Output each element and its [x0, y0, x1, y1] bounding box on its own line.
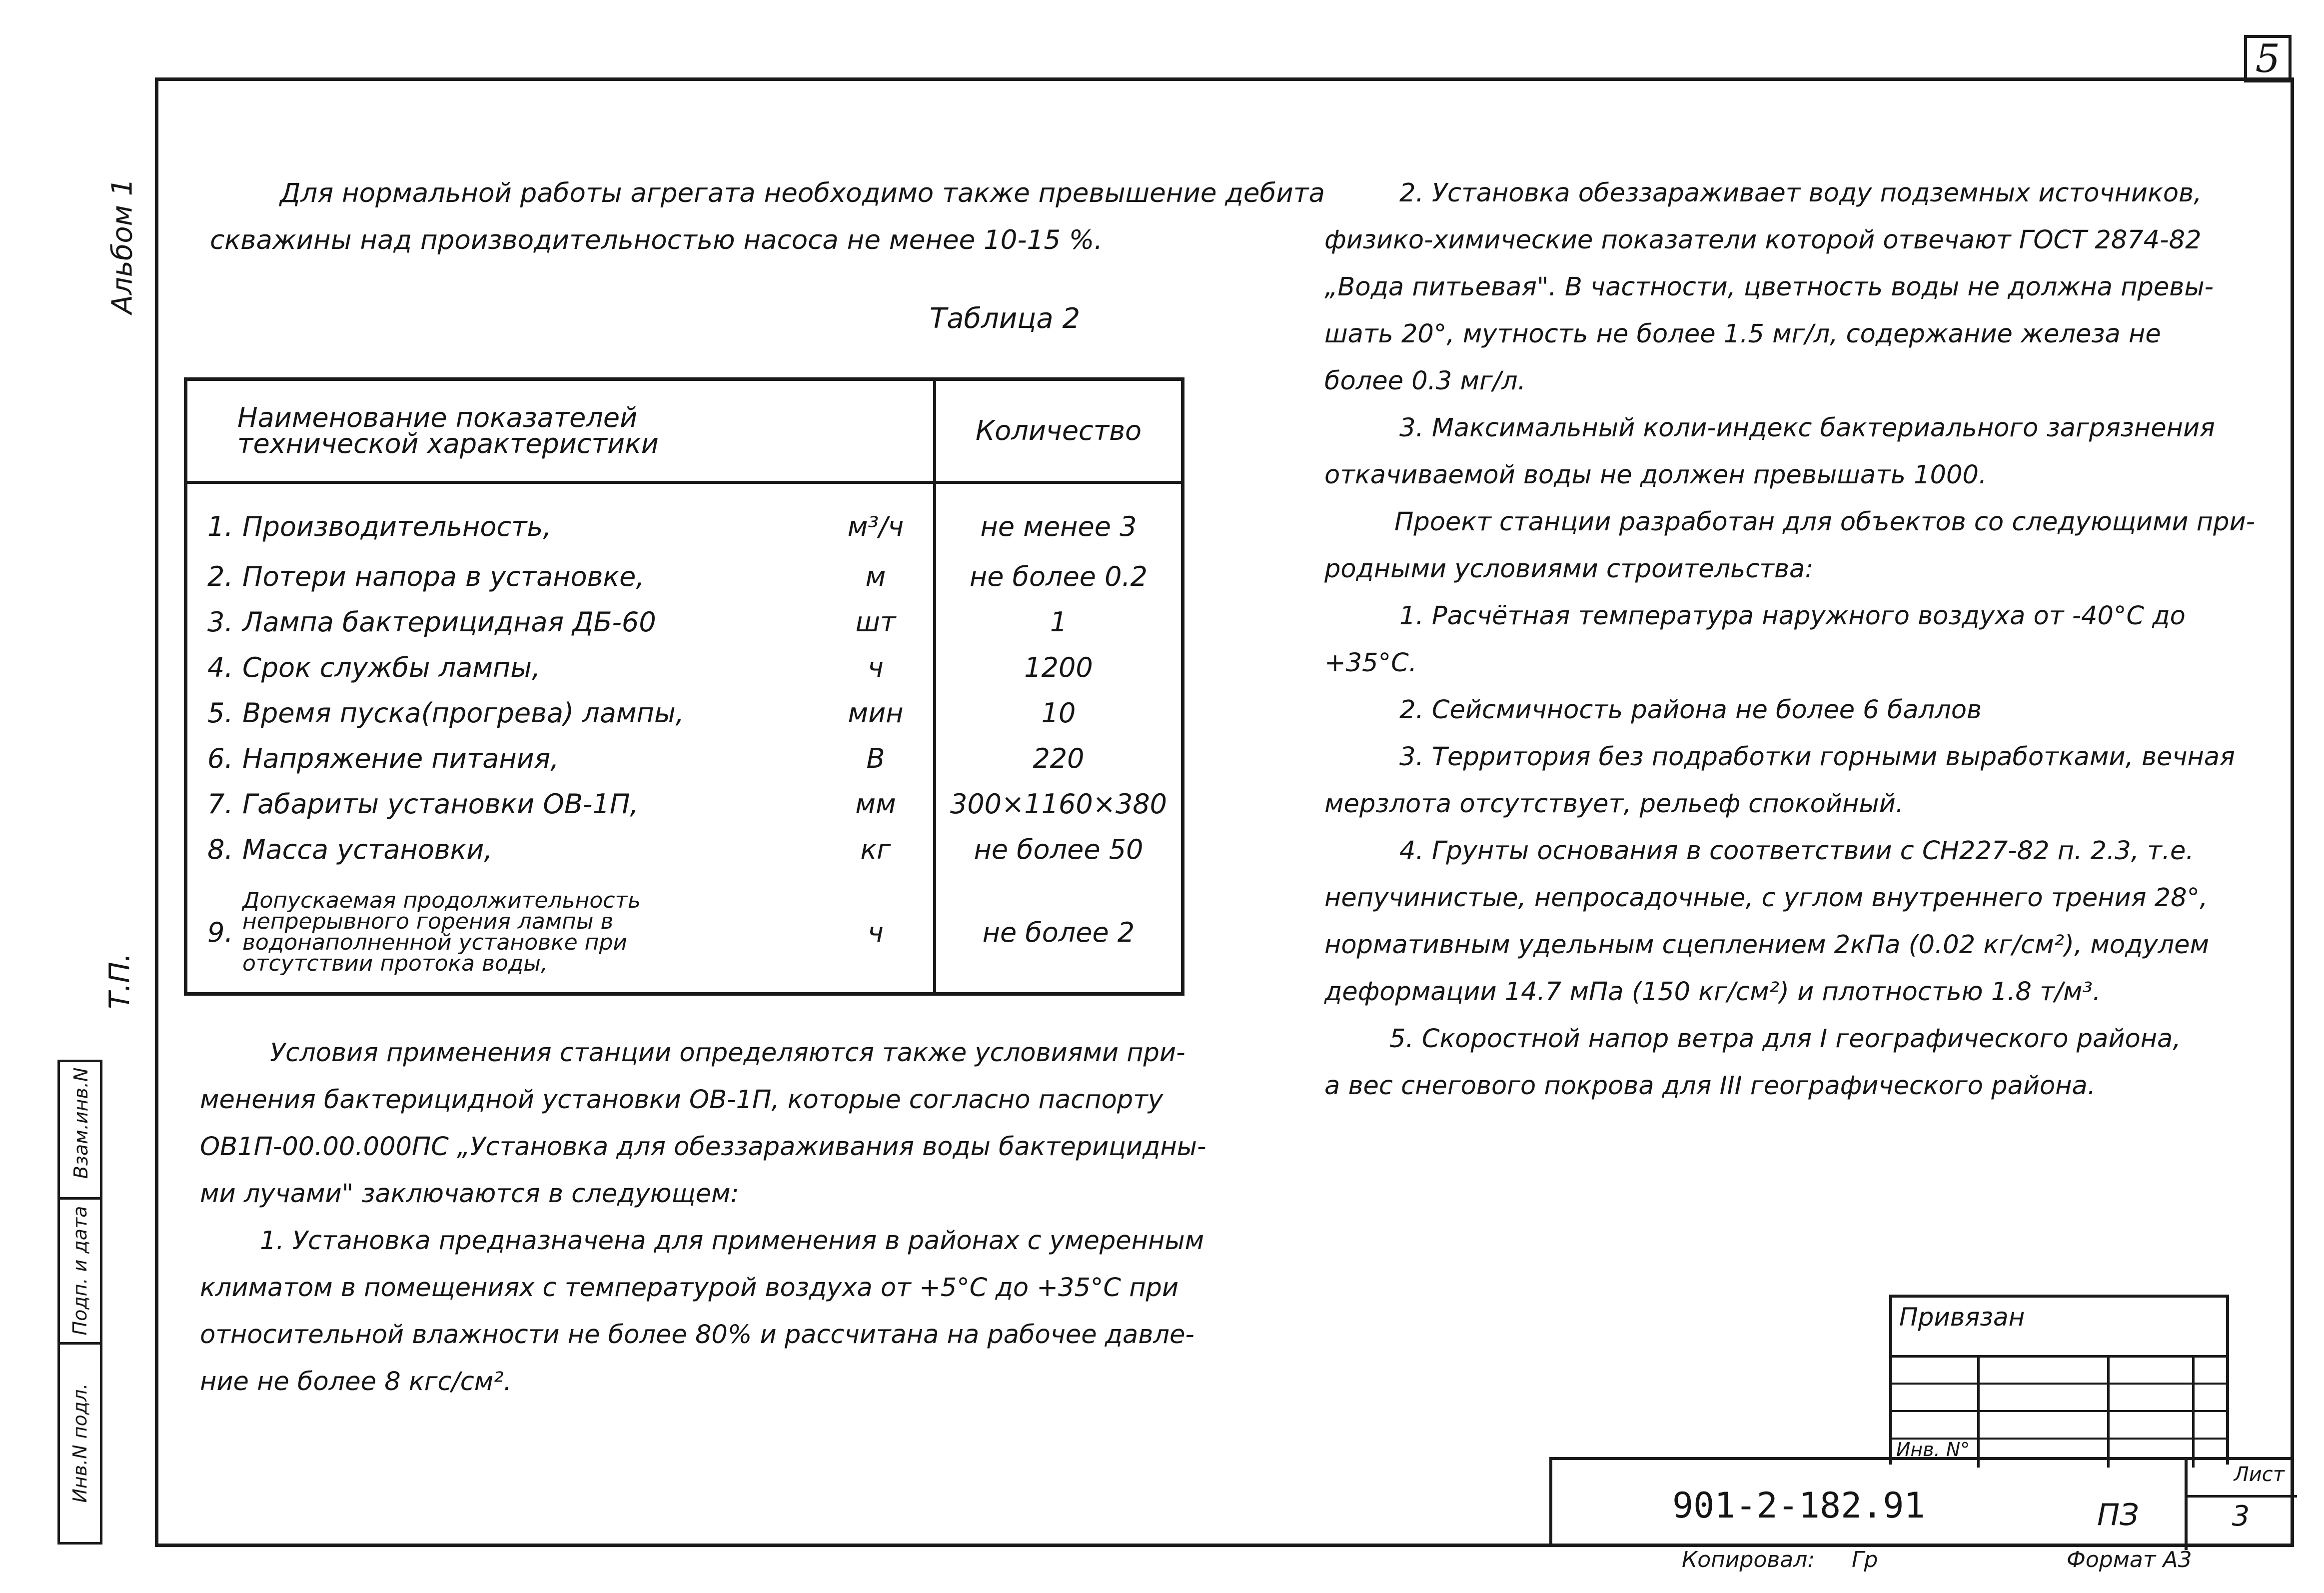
inv-no-label: Инв. N° — [1896, 1439, 1970, 1461]
row-name-multiline — [242, 890, 641, 974]
row-qty: не более 2 — [935, 872, 1183, 994]
text-line: откачиваемой воды не должен превышать 1000. — [1324, 460, 1987, 490]
text-line: непучинистые, непросадочные, с углом внутреннего трения 28°, — [1324, 883, 2208, 913]
spec-table — [184, 377, 1184, 996]
header-qty-cell: Количество — [935, 379, 1183, 483]
row-unit: ч — [868, 652, 884, 683]
row-name: Производительность, — [242, 510, 552, 542]
text-line: 1. Расчётная температура наружного воздуха от -40°С до — [1399, 601, 2186, 631]
text-line: 2. Установка обеззараживает воду подземных источников, — [1399, 178, 2202, 208]
sheet-value: 3 — [2232, 1500, 2250, 1533]
row-name: Срок службы лампы, — [242, 652, 541, 683]
binding-label: Привязан — [1899, 1303, 2025, 1332]
text-line: климатом в помещениях с температурой воздуха от +5°С до +35°С при — [200, 1273, 1179, 1303]
row-name: Лампа бактерицидная ДБ-60 — [242, 606, 656, 638]
table-row — [186, 781, 1183, 827]
text-line: относительной влажности не более 80% и рассчитана на рабочее давле- — [200, 1320, 1194, 1350]
right-column-text — [1324, 170, 2255, 1110]
row-name-line: непрерывного горения лампы в — [242, 909, 614, 934]
block-divider — [2192, 1355, 2195, 1468]
row-num: 1. — [207, 510, 233, 542]
text-line: 3. Территория без подработки горными выработками, вечная — [1399, 742, 2235, 772]
table-row — [186, 599, 1183, 645]
text-line: „Вода питьевая". В частности, цветность воды не должна превы- — [1324, 272, 2214, 302]
row-qty: не менее 3 — [935, 482, 1183, 554]
text-line: 2. Сейсмичность района не более 6 баллов — [1399, 695, 1982, 725]
table-caption: Таблица 2 — [930, 302, 1081, 335]
row-unit: м³/ч — [847, 510, 904, 542]
text-line: 3. Максимальный коли-индекс бактериального загрязнения — [1399, 413, 2215, 443]
text-line: ОВ1П-00.00.000ПС „Установка для обеззараживания воды бактерицидны- — [200, 1132, 1206, 1162]
row-unit: кг — [860, 834, 891, 865]
margin-stamp-strip — [57, 1060, 102, 1545]
text-line: физико-химические показатели которой отвечают ГОСТ 2874-82 — [1324, 225, 2202, 255]
row-name-line: Допускаемая продолжительность — [242, 888, 641, 913]
sheet-number: 5 — [2255, 36, 2281, 81]
section-code: ПЗ — [2097, 1498, 2139, 1533]
text-line: Для нормальной работы агрегата необходимо также превышение дебита — [280, 178, 1325, 208]
table-row — [186, 690, 1183, 736]
row-num: 3. — [207, 606, 233, 638]
row-unit: шт — [855, 606, 896, 638]
text-line: более 0.3 мг/л. — [1324, 366, 1526, 396]
copied-label: Копировал: — [1682, 1547, 1815, 1573]
block-divider — [1977, 1355, 1980, 1468]
album-label: Альбом 1 — [106, 178, 139, 314]
text-line: родными условиями строительства: — [1324, 554, 1814, 584]
row-name-line: водонаполненной установке при — [242, 930, 627, 955]
row-unit: В — [866, 743, 885, 774]
text-line: 5. Скоростной напор ветра для I географического района, — [1389, 1024, 2181, 1054]
block-divider — [1892, 1355, 2226, 1358]
row-name: Потери напора в установке, — [242, 561, 645, 592]
copied-signature: Гр — [1852, 1547, 1878, 1573]
binding-block — [1889, 1295, 2229, 1465]
text-line: Проект станции разработан для объектов со следующими при- — [1394, 507, 2256, 537]
row-unit: мм — [855, 788, 896, 820]
table-header-row — [186, 379, 1183, 483]
row-name: Время пуска(прогрева) лампы, — [242, 697, 684, 729]
text-line: Условия применения станции определяются также условиями при- — [270, 1038, 1185, 1068]
table-row — [186, 554, 1183, 599]
table-row — [186, 827, 1183, 872]
table-row — [186, 872, 1183, 994]
row-qty: 300×1160×380 — [935, 781, 1183, 827]
row-unit: мин — [848, 697, 904, 729]
row-qty: не более 50 — [935, 827, 1183, 872]
text-line: скважины над производительностью насоса не менее 10-15 %. — [210, 225, 1103, 255]
text-line: шать 20°, мутность не более 1.5 мг/л, содержание железа не — [1324, 319, 2161, 349]
header-name-cell — [186, 379, 935, 483]
row-qty: 1 — [935, 599, 1183, 645]
text-line: менения бактерицидной установки ОВ-1П, которые согласно паспорту — [200, 1085, 1163, 1115]
table-row — [186, 736, 1183, 781]
row-name: Напряжение питания, — [242, 743, 559, 774]
text-line: 4. Грунты основания в соответствии с СН227-82 п. 2.3, т.е. — [1399, 836, 2194, 866]
row-num: 7. — [207, 788, 233, 820]
row-num: 2. — [207, 561, 233, 592]
text-line: ми лучами" заключаются в следующем: — [200, 1179, 739, 1209]
row-name: Габариты установки ОВ-1П, — [242, 788, 639, 820]
stamp-label-inv: Инв.N подл. — [69, 1383, 91, 1503]
row-num: 5. — [207, 697, 233, 729]
stamp-label-podp: Подп. и дата — [69, 1206, 91, 1336]
text-line: а вес снегового покрова для III географического района. — [1324, 1071, 2096, 1101]
row-num: 4. — [207, 652, 233, 683]
row-name: Масса установки, — [242, 834, 493, 865]
row-unit: м — [865, 561, 886, 592]
row-num: 9. — [207, 916, 233, 948]
row-qty: 10 — [935, 690, 1183, 736]
header-name-line: технической характеристики — [237, 428, 659, 459]
row-unit: ч — [868, 916, 884, 948]
block-divider — [1892, 1383, 2226, 1385]
sheet-number-box — [2244, 35, 2292, 82]
text-line: нормативным удельным сцеплением 2кПа (0.02 кг/см²), модулем — [1324, 930, 2209, 960]
row-qty: не более 0.2 — [935, 554, 1183, 599]
document-code: 901-2-182.91 — [1672, 1485, 1925, 1526]
text-line: мерзлота отсутствует, рельеф спокойный. — [1324, 789, 1904, 819]
table-row — [186, 482, 1183, 554]
table-row — [186, 645, 1183, 690]
strip-divider — [60, 1342, 100, 1345]
row-num: 8. — [207, 834, 233, 865]
row-qty: 1200 — [935, 645, 1183, 690]
format-label: Формат А3 — [2067, 1547, 2192, 1573]
row-name-line: отсутствии протока воды, — [242, 951, 548, 976]
header-name-line: Наименование показателей — [237, 402, 638, 433]
series-label: Т.П. — [103, 953, 136, 1009]
block-divider — [1892, 1410, 2226, 1412]
text-line: +35°С. — [1324, 648, 1417, 678]
row-qty: 220 — [935, 736, 1183, 781]
title-block — [1549, 1457, 2294, 1547]
stamp-label-vzam: Взам.инв.N — [70, 1067, 92, 1179]
conditions-paragraph — [200, 1030, 1206, 1406]
text-line: деформации 14.7 мПа (150 кг/см²) и плотностью 1.8 т/м³. — [1324, 977, 2101, 1007]
text-line: 1. Установка предназначена для применения в районах с умеренным — [260, 1226, 1204, 1256]
intro-paragraph — [210, 170, 1325, 264]
sheet-label: Лист — [2234, 1463, 2285, 1486]
block-divider — [2185, 1495, 2297, 1498]
row-num: 6. — [207, 743, 233, 774]
block-divider — [2107, 1355, 2110, 1468]
text-line: ние не более 8 кгс/см². — [200, 1367, 512, 1397]
strip-divider — [60, 1197, 100, 1200]
